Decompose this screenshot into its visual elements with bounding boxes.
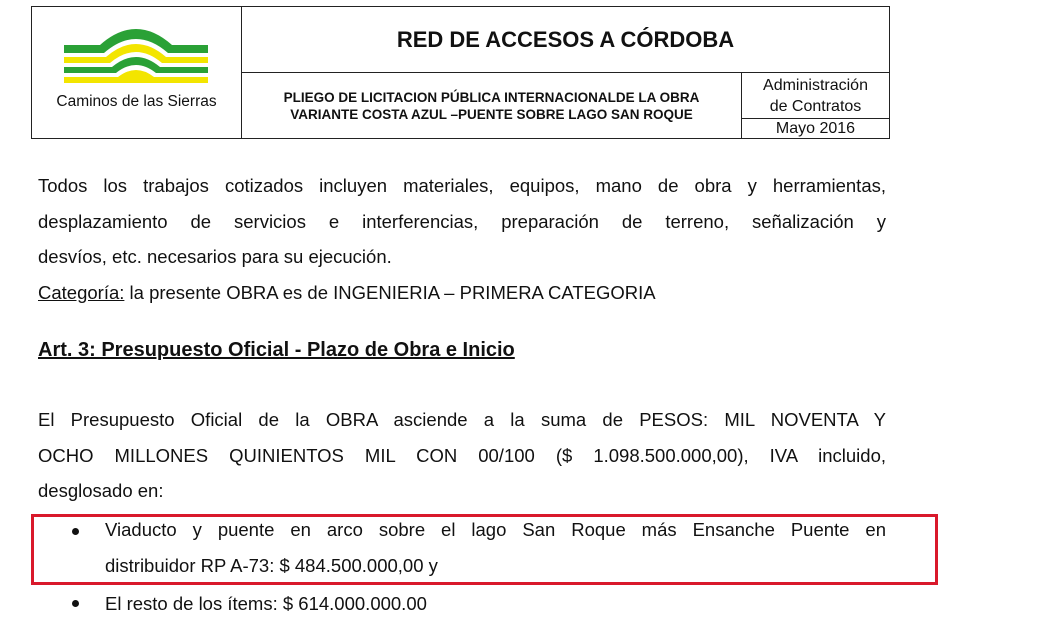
logo-caption: Caminos de las Sierras	[56, 93, 217, 110]
document-date: Mayo 2016	[775, 119, 856, 137]
admin-label	[742, 73, 889, 119]
admin-line: Administración	[763, 76, 868, 94]
text-line: Todos los trabajos cotizados incluyen materiales, equipos, mano de obra y herramientas,	[38, 175, 886, 196]
article-heading: Art. 3: Presupuesto Oficial - Plazo de Obra e Inicio	[38, 339, 515, 361]
text-line: Viaducto y puente en arco sobre el lago San Roque más Ensanche Puente en	[105, 519, 886, 540]
subtitle-line: PLIEGO DE LICITACION PÚBLICA INTERNACIONALDE LA OBRA	[283, 89, 700, 105]
document-title: RED DE ACCESOS A CÓRDOBA	[242, 7, 889, 73]
text-line: distribuidor RP A-73: $ 484.500.000,00 y	[105, 554, 438, 576]
category-label: Categoría:	[38, 281, 125, 303]
text-line: desvíos, etc. necesarios para su ejecución.	[38, 246, 392, 267]
document-subtitle	[242, 73, 742, 138]
category-text: la presente OBRA es de INGENIERIA – PRIMERA CATEGORIA	[124, 281, 656, 303]
bullet-item-rest	[105, 586, 886, 622]
admin-line: de Contratos	[769, 97, 862, 115]
text-line: El resto de los ítems: $ 614.000.000.00	[105, 593, 427, 614]
category-line	[38, 275, 886, 311]
subtitle-line: VARIANTE COSTA AZUL –PUENTE SOBRE LAGO SAN ROQUE	[290, 106, 693, 122]
highlight-box	[31, 514, 938, 585]
paragraph-budget	[38, 402, 886, 509]
text-line: desglosado en:	[38, 480, 164, 501]
text-line: desplazamiento de servicios e interferencias, preparación de terreno, señalización y	[38, 210, 886, 232]
bullet-icon	[72, 600, 79, 607]
text-line: OCHO MILLONES QUINIENTOS MIL CON 00/100 ($ 1.098.500.000,00), IVA incluido,	[38, 444, 886, 466]
paragraph-works-included	[38, 168, 886, 310]
caminos-logo-icon	[60, 19, 212, 91]
document-header-table	[31, 6, 890, 139]
logo-cell	[32, 7, 242, 138]
text-line: El Presupuesto Oficial de la OBRA asciende a la suma de PESOS: MIL NOVENTA Y	[38, 409, 886, 430]
